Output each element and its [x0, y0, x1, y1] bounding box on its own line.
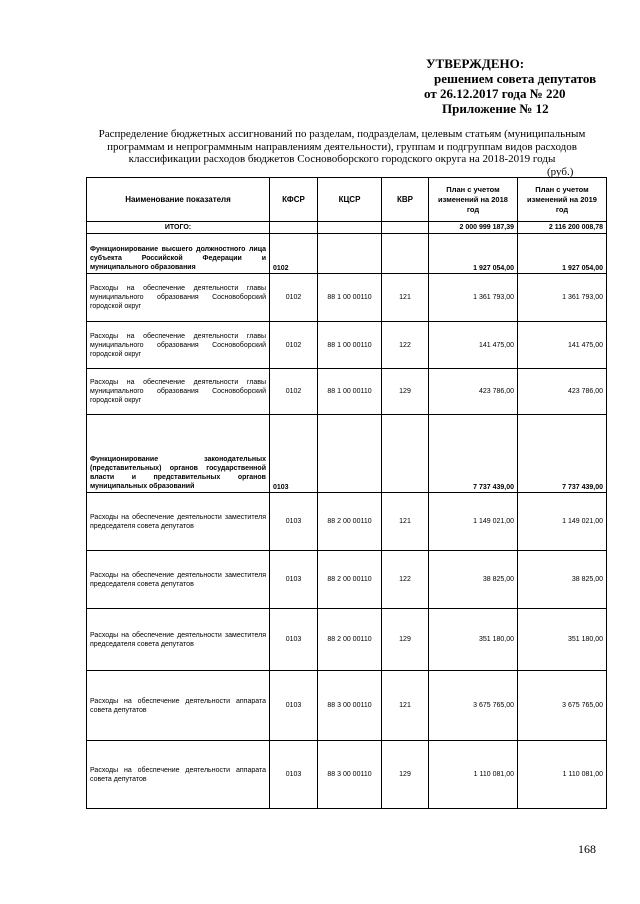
row-name: Расходы на обеспечение деятельности главы муниципального образования Сосновоборский городской округ — [87, 274, 270, 322]
row-kcsr — [318, 415, 382, 493]
row-kfsr: 0103 — [270, 415, 318, 493]
row-kvr: 121 — [382, 274, 429, 322]
row-plan-2018: 3 675 765,00 — [429, 671, 518, 741]
row-plan-2019: 1 149 021,00 — [518, 493, 607, 551]
row-kcsr: 88 1 00 00110 — [318, 274, 382, 322]
row-plan-2019: 351 180,00 — [518, 609, 607, 671]
row-kcsr: 88 3 00 00110 — [318, 671, 382, 741]
row-plan-2018: 7 737 439,00 — [429, 415, 518, 493]
row-kfsr: 0103 — [270, 609, 318, 671]
row-kcsr: 88 1 00 00110 — [318, 322, 382, 369]
row-kfsr: 0102 — [270, 234, 318, 274]
document-title: Распределение бюджетных ассигнований по разделам, подразделам, целевым статьям (муниципальным программам и непрограммным направлениям деятельности), группам и подгруппам видов расходов классификации расходов бюджетов Сосновоборского городского округа на 2018-2019 годы — [98, 128, 586, 165]
row-kfsr: 0103 — [270, 671, 318, 741]
row-plan-2019: 38 825,00 — [518, 551, 607, 609]
row-plan-2018: 1 361 793,00 — [429, 274, 518, 322]
row-kvr — [382, 234, 429, 274]
total-kcsr — [318, 222, 382, 234]
row-name: Расходы на обеспечение деятельности заместителя председателя совета депутатов — [87, 493, 270, 551]
table-row — [87, 551, 607, 609]
row-plan-2018: 423 786,00 — [429, 369, 518, 415]
row-name: Расходы на обеспечение деятельности главы муниципального образования Сосновоборский городской округ — [87, 322, 270, 369]
row-kcsr: 88 2 00 00110 — [318, 551, 382, 609]
row-plan-2018: 141 475,00 — [429, 322, 518, 369]
table-row — [87, 369, 607, 415]
approval-line-2: решением совета депутатов — [434, 71, 597, 86]
header-plan-2018: План с учетом изменений на 2018 год — [429, 178, 518, 222]
total-plan-2019: 2 116 200 008,78 — [518, 222, 607, 234]
row-kcsr: 88 2 00 00110 — [318, 609, 382, 671]
row-name: Функционирование высшего должностного лица субъекта Российской Федерации и муниципального образования — [87, 234, 270, 274]
row-name: Расходы на обеспечение деятельности аппарата совета депутатов — [87, 671, 270, 741]
row-kfsr: 0103 — [270, 493, 318, 551]
total-label: ИТОГО: — [87, 222, 270, 234]
row-kvr: 129 — [382, 369, 429, 415]
row-plan-2018: 1 927 054,00 — [429, 234, 518, 274]
table-row — [87, 322, 607, 369]
row-plan-2019: 1 927 054,00 — [518, 234, 607, 274]
row-name: Расходы на обеспечение деятельности заместителя председателя совета депутатов — [87, 609, 270, 671]
row-plan-2019: 423 786,00 — [518, 369, 607, 415]
row-kfsr: 0102 — [270, 322, 318, 369]
row-plan-2019: 7 737 439,00 — [518, 415, 607, 493]
row-kvr: 122 — [382, 322, 429, 369]
budget-table — [86, 177, 607, 809]
row-plan-2019: 1 110 081,00 — [518, 741, 607, 809]
row-plan-2019: 1 361 793,00 — [518, 274, 607, 322]
row-kfsr: 0103 — [270, 741, 318, 809]
row-name: Расходы на обеспечение деятельности заместителя председателя совета депутатов — [87, 551, 270, 609]
total-kfsr — [270, 222, 318, 234]
total-kvr — [382, 222, 429, 234]
currency-unit: (руб.) — [547, 166, 574, 178]
table-row — [87, 671, 607, 741]
row-kvr: 121 — [382, 493, 429, 551]
row-kfsr: 0102 — [270, 274, 318, 322]
row-kvr — [382, 415, 429, 493]
row-kvr: 121 — [382, 671, 429, 741]
row-kcsr: 88 1 00 00110 — [318, 369, 382, 415]
row-kvr: 129 — [382, 609, 429, 671]
row-plan-2018: 351 180,00 — [429, 609, 518, 671]
section-row — [87, 234, 607, 274]
header-kfsr: КФСР — [270, 178, 318, 222]
row-name: Функционирование законодательных (представительных) органов государственной власти и представительных органов муниципальных образований — [87, 415, 270, 493]
header-kcsr: КЦСР — [318, 178, 382, 222]
row-plan-2019: 3 675 765,00 — [518, 671, 607, 741]
table-header-row — [87, 178, 607, 222]
row-kfsr: 0103 — [270, 551, 318, 609]
header-kvr: КВР — [382, 178, 429, 222]
table-row — [87, 274, 607, 322]
row-name: Расходы на обеспечение деятельности главы муниципального образования Сосновоборский городской округ — [87, 369, 270, 415]
approval-line-4: Приложение № 12 — [442, 101, 549, 116]
total-plan-2018: 2 000 999 187,39 — [429, 222, 518, 234]
approval-stamp — [408, 56, 628, 116]
row-plan-2018: 1 149 021,00 — [429, 493, 518, 551]
row-kvr: 129 — [382, 741, 429, 809]
row-kcsr: 88 2 00 00110 — [318, 493, 382, 551]
approval-line-3: от 26.12.2017 года № 220 — [424, 86, 566, 101]
table-row — [87, 741, 607, 809]
header-name: Наименование показателя — [87, 178, 270, 222]
row-kcsr: 88 3 00 00110 — [318, 741, 382, 809]
section-row — [87, 415, 607, 493]
row-plan-2018: 38 825,00 — [429, 551, 518, 609]
row-plan-2018: 1 110 081,00 — [429, 741, 518, 809]
header-plan-2019: План с учетом изменений на 2019 год — [518, 178, 607, 222]
total-row — [87, 222, 607, 234]
approval-line-1: УТВЕРЖДЕНО: — [426, 56, 525, 71]
page-number: 168 — [578, 842, 596, 856]
table-row — [87, 493, 607, 551]
row-kfsr: 0102 — [270, 369, 318, 415]
table-row — [87, 609, 607, 671]
row-kvr: 122 — [382, 551, 429, 609]
row-plan-2019: 141 475,00 — [518, 322, 607, 369]
row-name: Расходы на обеспечение деятельности аппарата совета депутатов — [87, 741, 270, 809]
row-kcsr — [318, 234, 382, 274]
